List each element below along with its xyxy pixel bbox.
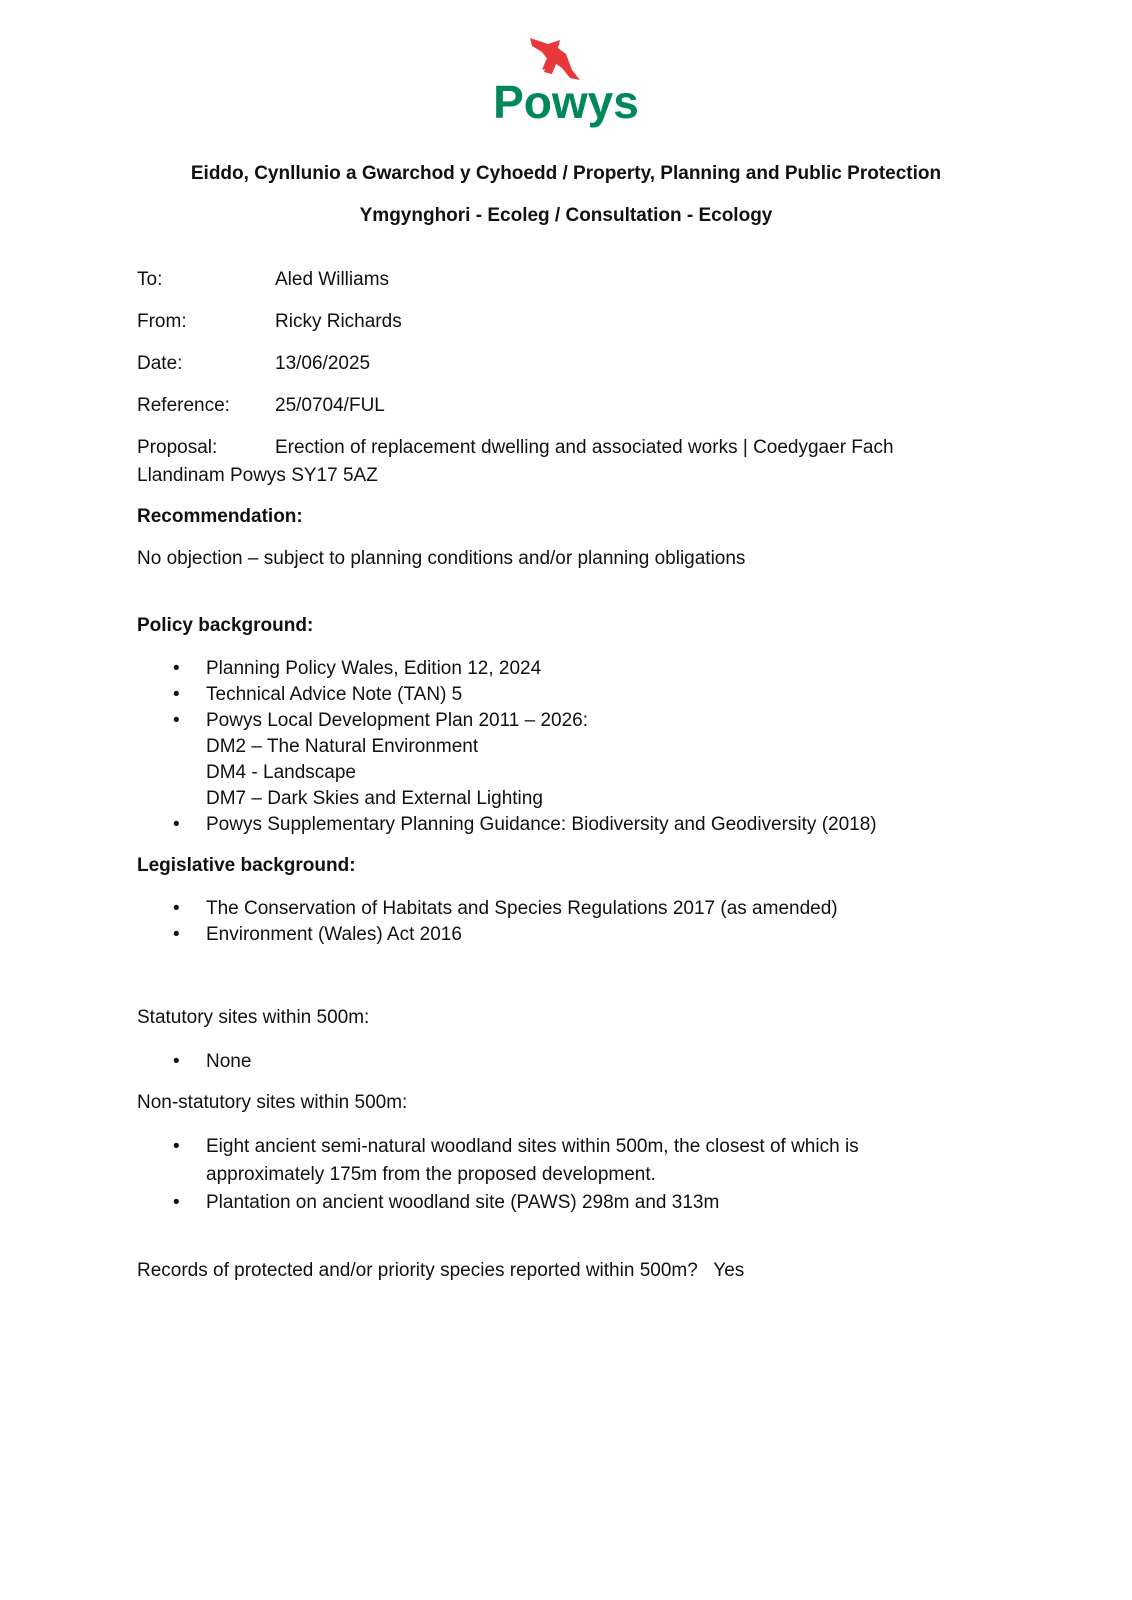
legislative-heading: Legislative background: (137, 855, 356, 876)
list-item (137, 708, 1037, 812)
memo-reference-row (137, 392, 1037, 420)
memo-to-row (137, 266, 1037, 294)
recommendation-text: No objection – subject to planning conditions and/or planning obligations (137, 548, 746, 569)
memo-from-row (137, 308, 1037, 336)
woodland-item-line2: approximately 175m from the proposed development. (206, 1164, 656, 1185)
bullet-icon: • (173, 924, 180, 945)
legislative-item-environment-act: Environment (Wales) Act 2016 (206, 924, 462, 945)
recommendation-heading: Recommendation: (137, 506, 303, 527)
date-label: Date: (137, 353, 183, 374)
ldp-sub-dm2: DM2 – The Natural Environment (206, 736, 479, 757)
policy-item-ldp: Powys Local Development Plan 2011 – 2026: (206, 710, 589, 731)
from-label: From: (137, 311, 187, 332)
statutory-item-none: None (206, 1051, 252, 1072)
consultation-title: Ymgynghori - Ecoleg / Consultation - Ecology (359, 205, 773, 226)
list-item (137, 1189, 1037, 1217)
to-value: Aled Williams (275, 269, 390, 290)
woodland-item-line1: Eight ancient semi-natural woodland sites within 500m, the closest of which is (206, 1136, 859, 1157)
list-item (137, 922, 1037, 948)
proposal-line2: Llandinam Powys SY17 5AZ (137, 465, 378, 486)
proposal-line1: Erection of replacement dwelling and associated works | Coedygaer Fach (275, 437, 894, 458)
bullet-icon: • (173, 1051, 180, 1072)
list-item (137, 896, 1037, 922)
legislative-list (137, 896, 1037, 948)
powys-logo (486, 30, 646, 135)
bullet-icon: • (173, 898, 180, 919)
legislative-item-habitats: The Conservation of Habitats and Species Regulations 2017 (as amended) (206, 898, 838, 919)
date-value: 13/06/2025 (275, 353, 371, 374)
statutory-heading: Statutory sites within 500m: (137, 1007, 370, 1028)
list-item (137, 656, 1037, 682)
logo-wordmark: Powys (493, 76, 639, 128)
species-records-answer: Yes (713, 1260, 745, 1281)
bullet-icon: • (173, 658, 180, 679)
ldp-sub-dm4: DM4 - Landscape (206, 762, 356, 783)
policy-item-ppw: Planning Policy Wales, Edition 12, 2024 (206, 658, 542, 679)
list-item (137, 1133, 1037, 1189)
list-item (137, 1049, 1037, 1075)
species-records-row (137, 1257, 1037, 1285)
bullet-icon: • (173, 1136, 180, 1157)
paws-item: Plantation on ancient woodland site (PAWS) 298m and 313m (206, 1192, 720, 1213)
reference-label: Reference: (137, 395, 230, 416)
list-item (137, 682, 1037, 708)
memo-date-row (137, 350, 1037, 378)
from-value: Ricky Richards (275, 311, 402, 332)
species-records-question: Records of protected and/or priority species reported within 500m? (137, 1260, 698, 1281)
bullet-icon: • (173, 710, 180, 731)
to-label: To: (137, 269, 163, 290)
powys-logo-graphic (486, 30, 646, 135)
red-kite-icon (530, 38, 580, 80)
memo-proposal-row (137, 434, 1037, 490)
non-statutory-heading: Non-statutory sites within 500m: (137, 1092, 408, 1113)
policy-item-tan5: Technical Advice Note (TAN) 5 (206, 684, 463, 705)
non-statutory-list (137, 1133, 1037, 1217)
policy-heading: Policy background: (137, 615, 314, 636)
bullet-icon: • (173, 1192, 180, 1213)
reference-value: 25/0704/FUL (275, 395, 385, 416)
bullet-icon: • (173, 814, 180, 835)
list-item (137, 812, 1037, 838)
policy-list (137, 656, 1037, 838)
statutory-list (137, 1049, 1037, 1075)
ldp-sub-dm7: DM7 – Dark Skies and External Lighting (206, 788, 543, 809)
department-heading: Eiddo, Cynllunio a Gwarchod y Cyhoedd / Property, Planning and Public Protection (190, 163, 942, 184)
bullet-icon: • (173, 684, 180, 705)
proposal-label: Proposal: (137, 437, 218, 458)
policy-item-spg: Powys Supplementary Planning Guidance: Biodiversity and Geodiversity (2018) (206, 814, 877, 835)
